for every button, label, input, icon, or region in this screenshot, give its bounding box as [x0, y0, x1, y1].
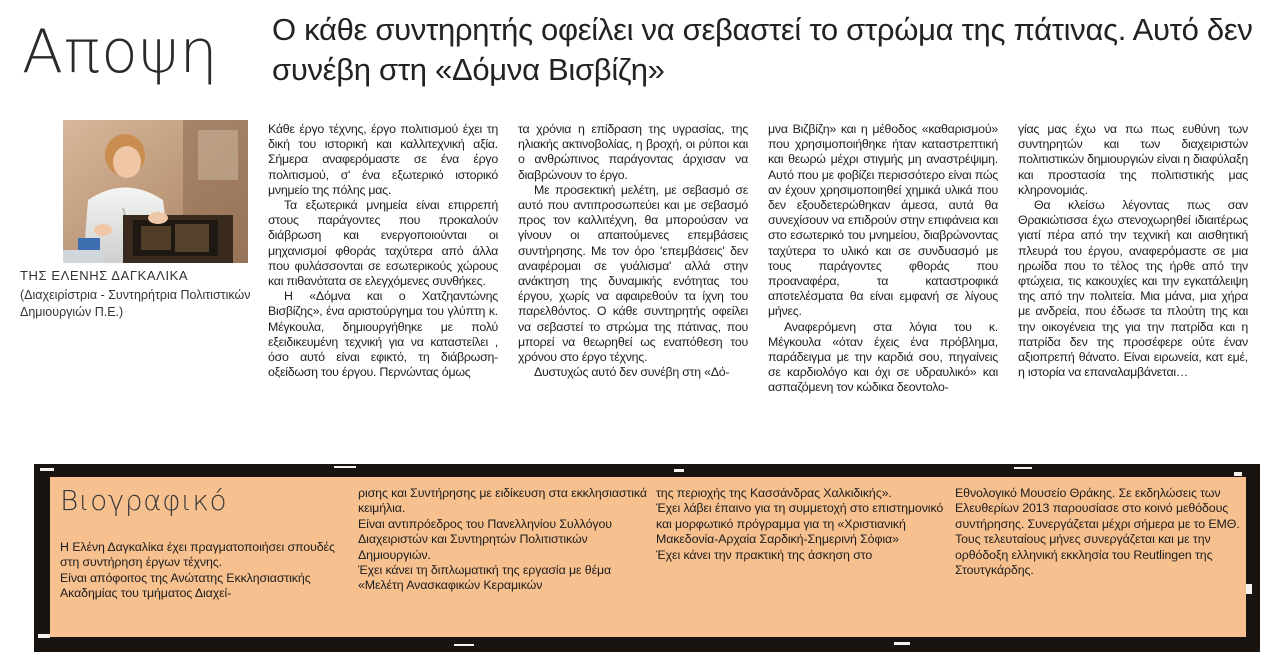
bio-column-2: ρισης και Συντήρησης με ειδίκευση στα εκκλησιαστικά κειμήλια. Είναι αντιπρόεδρος του Πανελληνίου Συλλόγου Διαχειριστών και Συντηρητών Πολιτιστικών Δημιουργιών. Έχει κάνει τη διπλωματική της εργασία με θέμα «Μελέτη Ανασκαφικών Κεραμικών — [358, 486, 647, 593]
bio-title: Βιογραφικό — [60, 484, 228, 517]
paragraph: μνα Βιζβίζη» και η μέθοδος «καθαρισμού» που χρησιμοποιήθηκε ήταν καταστρεπτική και θεωρώ μέχρι στιγμής μη αναστρέψιμη. Αυτό που με φοβίζει περισσότερο είναι πώς αν έχουν χρησιμοποιηθεί χημικά υλικά που δεν εξουδετερώθηκαν άμεσα, αυτά θα συνεχίσουν να επιδρούν στην επιφάνεια και στο εσωτερικό του μνημείου, διαβρώνοντας ταχύτερα το υλικό και σε συνδυασμό με τους παράγοντες φθοράς που προαναφέρα, τα καταστροφικά αποτελέσματα θα είναι εμφανή σε λίγους μήνες. — [768, 122, 998, 319]
paragraph: Θα κλείσω λέγοντας πως σαν Θρακιώτισσα έχω στενοχωρηθεί ιδιαιτέρως γιατί πέρα από την τεχνική και αισθητική πλευρά του έργου, αναφερόμαστε σε μια ηρωίδα που το τέλος της ήρθε από την φτώχεια, τις κακουχίες και την εγκατάλειψη της από την πολιτεία. Μια μάνα, μια χήρα με ανδρεία, που έδωσε τα πλούτη της και την οικογένεια της για την πατρίδα και η πατρίδα δεν της προσέφερε ούτε έναν αξιοπρεπή θάνατο. Είναι ειρωνεία, κατ εμέ, η ιστορία να επαναλαμβάνεται… — [1018, 198, 1248, 380]
article-column-1 — [268, 122, 498, 472]
author-photo — [63, 120, 248, 263]
bio-column-4: Εθνολογικό Μουσείο Θράκης. Σε εκδηλώσεις των Ελευθερίων 2013 παρουσίασε στο κοινό μεθόδους συντήρησης. Συνεργάζεται μέχρι σήμερα με το ΕΜΘ. Τους τελευταίους μήνες συνεργάζεται και με την ορθόδοξη ελληνική εκκλησία του Reutlingen της Στουτγκάρδης. — [955, 486, 1240, 578]
paragraph: Κάθε έργο τέχνης, έργο πολιτισμού έχει τη δική του ιστορική και καλλιτεχνική αξία. Σήμερα αναφερόμαστε σε ένα έργο πολιτισμού, σ' ένα εξωτερικό ιστορικό μνημείο της πόλης μας. — [268, 122, 498, 197]
paragraph: Με προσεκτική μελέτη, με σεβασμό σε αυτό που αντιπροσωπεύει και με σεβασμό προς τον καλλιτέχνη, θα μπορούσαν να γίνουν οι απαιτούμενες επεμβάσεις συντήρησης. Με τον όρο 'επεμβάσεις' δεν αναφέρομαι σε γυάλισμα' αλλά στην ανάκτηση της δυναμικής ενότητας του έργου, χωρίς να αφαιρεθούν τα ίχνη του παρελθόντος. Ο κάθε συντηρητής οφείλει να σεβαστεί το στρώμα της πάτινας, που μπορεί να θεωρηθεί ως εναπόθεση του χρόνου στο έργο τέχνης. — [518, 182, 748, 365]
paragraph: τα χρόνια η επίδραση της υγρασίας, της ηλιακής ακτινοβολίας, η βροχή, οι ρύποι και ο ανθρώπινος παράγοντας άρχισαν να διαβρώνουν το έργο. — [518, 122, 748, 182]
article-column-4 — [1018, 122, 1248, 472]
paragraph: γίας μας έχω να πω πως ευθύνη των συντηρητών και των διαχειριστών πολιτιστικών δημιουργιών είναι η διαφύλαξη και προστασία της πολιτιστικής μας κληρονομιάς. — [1018, 122, 1248, 197]
article-column-2 — [518, 122, 748, 472]
paragraph: Δυστυχώς αυτό δεν συνέβη στη «Δό- — [534, 365, 730, 380]
paragraph: Η «Δόμνα και ο Χατζηαντώνης Βισβίζης», ένα αριστούργημα του γλύπτη κ. Μέγκουλα, δημιουργήθηκε με πολύ εξειδικευμένη τεχνική για να καταστείλει , όσο αυτό είναι εφικτό, τη διάβρωση-οξείδωση του έργου. Περνώντας όμως — [268, 289, 498, 380]
author-name: ΤΗΣ ΕΛΕΝΗΣ ΔΑΓΚΑΛΙΚΑ — [20, 268, 189, 283]
bio-column-1: Η Ελένη Δαγκαλίκα έχει πραγματοποιήσει σπουδές στη συντήρηση έργων τέχνης. Είναι απόφοιτος της Ανώτατης Εκκλησιαστικής Ακαδημίας του τμήματος Διαχεί- — [60, 540, 335, 601]
author-role: (Διαχειρίστρια - Συντηρήτρια Πολιτιστικών Δημιουργιών Π.Ε.) — [20, 288, 251, 319]
paragraph: Τα εξωτερικά μνημεία είναι επιρρεπή στους παράγοντες που προκαλούν διάβρωση και ενεργοποιούνται οι μηχανισμοί φθοράς ταχύτερα από άλλα που φυλάσσονται σε εσωτερικούς χώρους και πιθανότατα σε ελεγχόμενες συνθήκες. — [268, 198, 498, 289]
bio-column-3: της περιοχής της Κασσάνδρας Χαλκιδικής». Έχει λάβει έπαινο για τη συμμετοχή στο επιστημονικό και μορφωτικό πρόγραμμα για τη «Χριστιανική Μακεδονία-Αρχαία Σαρδική-Σημερινή Σόφια» Έχει κάνει την πρακτική της άσκηση στο — [656, 486, 944, 562]
article-column-3 — [768, 122, 998, 472]
paragraph: Αναφερόμενη στα λόγια του κ. Μέγκουλα «όταν έχεις ένα πρόβλημα, παράδειγμα με την καρδιά σου, πηγαίνεις σε καρδιολόγο και όχι σε υδραυλικό» και ασπαζόμενη τον κώδικα δεοντολο- — [768, 319, 998, 395]
article-headline: Ο κάθε συντηρητής οφείλει να σεβαστεί το στρώμα της πάτινας. Αυτό δεν συνέβη στη «Δόμνα Βισβίζη» — [272, 12, 1253, 87]
section-title: Αποψη — [22, 17, 219, 87]
